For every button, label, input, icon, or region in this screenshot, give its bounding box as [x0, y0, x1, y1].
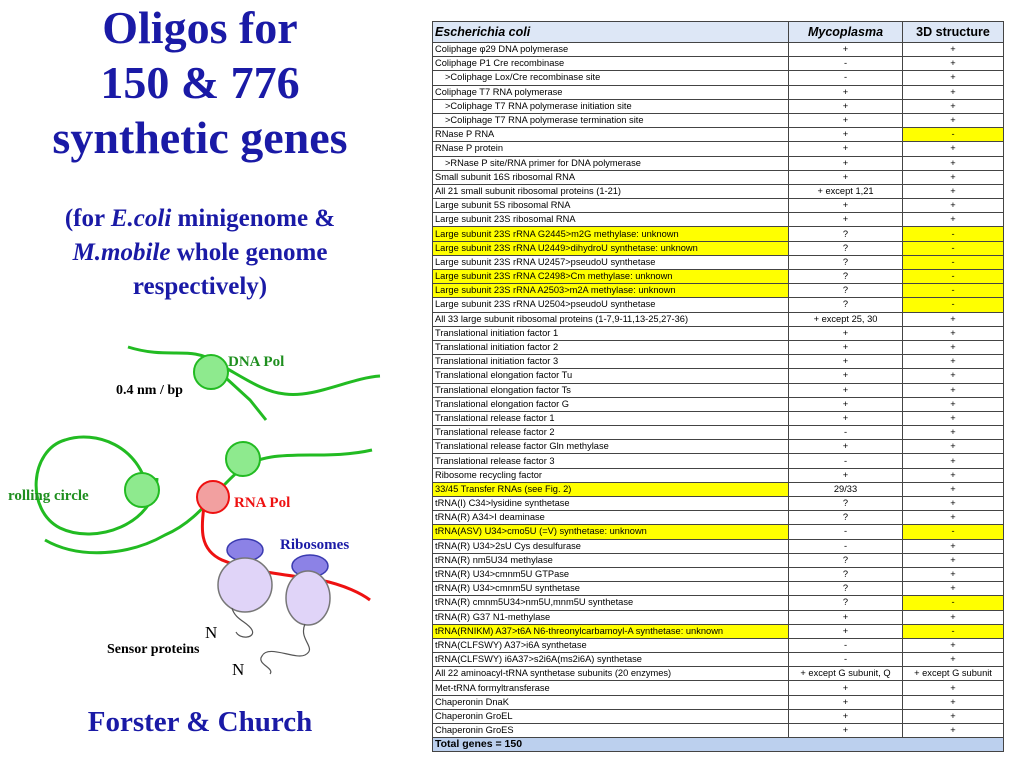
- table-row: [433, 113, 1004, 127]
- gene-name-cell: >Coliphage T7 RNA polymerase initiation site: [433, 99, 789, 113]
- mycoplasma-cell: -: [789, 426, 903, 440]
- mycoplasma-cell: +: [789, 383, 903, 397]
- mycoplasma-cell: -: [789, 71, 903, 85]
- structure-cell: +: [903, 326, 1004, 340]
- gene-table: [432, 21, 1004, 752]
- table-row: [433, 255, 1004, 269]
- structure-cell: +: [903, 653, 1004, 667]
- structure-cell: +: [903, 681, 1004, 695]
- gene-name-cell: Large subunit 23S rRNA U2457>pseudoU synthetase: [433, 255, 789, 269]
- table-row: [433, 624, 1004, 638]
- mycoplasma-cell: +: [789, 85, 903, 99]
- gene-name-cell: All 22 aminoacyl-tRNA synthetase subunits (20 enzymes): [433, 667, 789, 681]
- structure-cell: -: [903, 624, 1004, 638]
- structure-cell: -: [903, 270, 1004, 284]
- table-row: [433, 270, 1004, 284]
- table-row: [433, 482, 1004, 496]
- table-row: [433, 383, 1004, 397]
- mycoplasma-cell: ?: [789, 582, 903, 596]
- table-row: [433, 411, 1004, 425]
- dna-pol-circle-2: [226, 442, 260, 476]
- structure-cell: +: [903, 426, 1004, 440]
- structure-cell: -: [903, 255, 1004, 269]
- table-row: [433, 213, 1004, 227]
- table-body: [433, 43, 1004, 738]
- structure-cell: +: [903, 383, 1004, 397]
- mycoplasma-cell: ?: [789, 227, 903, 241]
- structure-cell: + except G subunit: [903, 667, 1004, 681]
- gene-name-cell: Translational elongation factor G: [433, 397, 789, 411]
- mycoplasma-cell: +: [789, 128, 903, 142]
- mycoplasma-cell: +: [789, 369, 903, 383]
- mycoplasma-cell: ?: [789, 255, 903, 269]
- mycoplasma-cell: +: [789, 411, 903, 425]
- subtitle-post: whole genome: [170, 239, 328, 266]
- sensor-protein-chain-2: [261, 624, 310, 674]
- gene-name-cell: Translational release factor 1: [433, 411, 789, 425]
- mycoplasma-cell: -: [789, 638, 903, 652]
- total-genes: Total genes = 150: [433, 738, 1004, 752]
- page-title: [0, 0, 400, 165]
- mycoplasma-cell: -: [789, 454, 903, 468]
- structure-cell: +: [903, 85, 1004, 99]
- subtitle-mid: minigenome &: [171, 205, 336, 232]
- structure-cell: +: [903, 724, 1004, 738]
- mycoplasma-cell: +: [789, 610, 903, 624]
- mycoplasma-cell: ?: [789, 270, 903, 284]
- gene-name-cell: tRNA(RNIKM) A37>t6A N6-threonylcarbamoyl-A synthetase: unknown: [433, 624, 789, 638]
- structure-cell: -: [903, 525, 1004, 539]
- structure-cell: -: [903, 128, 1004, 142]
- total-row: [433, 738, 1004, 752]
- gene-name-cell: Translational release factor 3: [433, 454, 789, 468]
- table-row: [433, 610, 1004, 624]
- structure-cell: +: [903, 113, 1004, 127]
- title-line-1: Oligos for: [102, 2, 298, 53]
- gene-name-cell: Large subunit 5S ribosomal RNA: [433, 199, 789, 213]
- header-mycoplasma: Mycoplasma: [789, 22, 903, 43]
- table-row: [433, 326, 1004, 340]
- structure-cell: +: [903, 57, 1004, 71]
- table-row: [433, 184, 1004, 198]
- mycoplasma-cell: ?: [789, 284, 903, 298]
- gene-name-cell: 33/45 Transfer RNAs (see Fig. 2): [433, 482, 789, 496]
- structure-cell: -: [903, 298, 1004, 312]
- mycoplasma-cell: ?: [789, 298, 903, 312]
- rna-pol-circle: [197, 481, 229, 513]
- left-panel: [0, 0, 400, 768]
- table-row: [433, 539, 1004, 553]
- gene-name-cell: >RNase P site/RNA primer for DNA polymerase: [433, 156, 789, 170]
- mycoplasma-cell: +: [789, 397, 903, 411]
- table-row: [433, 638, 1004, 652]
- mycoplasma-cell: +: [789, 99, 903, 113]
- structure-cell: +: [903, 440, 1004, 454]
- subtitle-mmobile: M.mobile: [72, 239, 171, 266]
- structure-cell: +: [903, 355, 1004, 369]
- structure-cell: +: [903, 312, 1004, 326]
- structure-cell: +: [903, 142, 1004, 156]
- synthesis-diagram: [0, 335, 400, 695]
- structure-cell: +: [903, 497, 1004, 511]
- gene-name-cell: Coliphage T7 RNA polymerase: [433, 85, 789, 99]
- structure-cell: +: [903, 411, 1004, 425]
- structure-cell: +: [903, 695, 1004, 709]
- table-row: [433, 298, 1004, 312]
- table-row: [433, 454, 1004, 468]
- gene-name-cell: Met-tRNA formyltransferase: [433, 681, 789, 695]
- structure-cell: +: [903, 397, 1004, 411]
- structure-cell: +: [903, 170, 1004, 184]
- gene-name-cell: All 33 large subunit ribosomal proteins (1-7,9-11,13-25,27-36): [433, 312, 789, 326]
- mycoplasma-cell: -: [789, 57, 903, 71]
- structure-cell: +: [903, 638, 1004, 652]
- mycoplasma-cell: +: [789, 142, 903, 156]
- n-terminus-label-1: N: [205, 623, 218, 642]
- rna-pol-label: RNA Pol: [234, 495, 291, 511]
- mycoplasma-cell: +: [789, 199, 903, 213]
- mycoplasma-cell: +: [789, 113, 903, 127]
- gene-name-cell: Large subunit 23S rRNA U2504>pseudoU synthetase: [433, 298, 789, 312]
- dna-pol-circle: [194, 355, 228, 389]
- mycoplasma-cell: -: [789, 539, 903, 553]
- table-row: [433, 312, 1004, 326]
- mycoplasma-cell: +: [789, 724, 903, 738]
- title-line-3: synthetic genes: [52, 112, 348, 163]
- gene-name-cell: RNase P protein: [433, 142, 789, 156]
- table-row: [433, 170, 1004, 184]
- table-row: [433, 397, 1004, 411]
- gene-name-cell: tRNA(R) cmnm5U34>nm5U,mnm5U synthetase: [433, 596, 789, 610]
- gene-name-cell: tRNA(I) C34>lysidine synthetase: [433, 497, 789, 511]
- gene-name-cell: All 21 small subunit ribosomal proteins (1-21): [433, 184, 789, 198]
- table-header-row: [433, 22, 1004, 43]
- mycoplasma-cell: +: [789, 43, 903, 57]
- rolling-circle-label: rolling circle: [8, 488, 89, 504]
- mycoplasma-cell: +: [789, 170, 903, 184]
- table-row: [433, 667, 1004, 681]
- table-row: [433, 199, 1004, 213]
- structure-cell: +: [903, 99, 1004, 113]
- structure-cell: +: [903, 156, 1004, 170]
- gene-name-cell: Large subunit 23S ribosomal RNA: [433, 213, 789, 227]
- mycoplasma-cell: ?: [789, 553, 903, 567]
- structure-cell: +: [903, 539, 1004, 553]
- mycoplasma-cell: +: [789, 213, 903, 227]
- table-row: [433, 241, 1004, 255]
- gene-name-cell: Large subunit 23S rRNA A2503>m2A methylase: unknown: [433, 284, 789, 298]
- dna-pol-label: DNA Pol: [228, 354, 285, 370]
- page-subtitle: [0, 202, 400, 304]
- mycoplasma-cell: + except G subunit, Q: [789, 667, 903, 681]
- structure-cell: +: [903, 511, 1004, 525]
- gene-name-cell: Small subunit 16S ribosomal RNA: [433, 170, 789, 184]
- table-row: [433, 468, 1004, 482]
- mycoplasma-cell: 29/33: [789, 482, 903, 496]
- gene-name-cell: tRNA(R) U34>2sU Cys desulfurase: [433, 539, 789, 553]
- ribosome-large-2: [286, 571, 330, 625]
- table-row: [433, 340, 1004, 354]
- table-row: [433, 724, 1004, 738]
- table-row: [433, 85, 1004, 99]
- header-3d-structure: 3D structure: [903, 22, 1004, 43]
- table-row: [433, 553, 1004, 567]
- gene-name-cell: tRNA(CLFSWY) i6A37>s2i6A(ms2i6A) synthetase: [433, 653, 789, 667]
- gene-name-cell: tRNA(R) G37 N1-methylase: [433, 610, 789, 624]
- gene-name-cell: Large subunit 23S rRNA C2498>Cm methylase: unknown: [433, 270, 789, 284]
- table-row: [433, 156, 1004, 170]
- table-row: [433, 426, 1004, 440]
- ribosome-large-1: [218, 558, 272, 612]
- gene-name-cell: Ribosome recycling factor: [433, 468, 789, 482]
- title-line-2: 150 & 776: [100, 57, 300, 108]
- table-row: [433, 709, 1004, 723]
- structure-cell: +: [903, 567, 1004, 581]
- mycoplasma-cell: -: [789, 525, 903, 539]
- structure-cell: +: [903, 43, 1004, 57]
- table-row: [433, 582, 1004, 596]
- table-row: [433, 369, 1004, 383]
- mycoplasma-cell: +: [789, 326, 903, 340]
- gene-name-cell: Chaperonin DnaK: [433, 695, 789, 709]
- mycoplasma-cell: ?: [789, 596, 903, 610]
- gene-name-cell: Chaperonin GroEL: [433, 709, 789, 723]
- mycoplasma-cell: ?: [789, 511, 903, 525]
- mycoplasma-cell: +: [789, 695, 903, 709]
- structure-cell: +: [903, 340, 1004, 354]
- structure-cell: -: [903, 284, 1004, 298]
- gene-name-cell: Translational release factor Gln methylase: [433, 440, 789, 454]
- table-row: [433, 653, 1004, 667]
- mycoplasma-cell: +: [789, 340, 903, 354]
- mycoplasma-cell: +: [789, 156, 903, 170]
- mycoplasma-cell: ?: [789, 497, 903, 511]
- structure-cell: +: [903, 553, 1004, 567]
- table-row: [433, 142, 1004, 156]
- structure-cell: +: [903, 709, 1004, 723]
- subtitle-ecoli: E.coli: [110, 205, 172, 232]
- gene-name-cell: Translational initiation factor 2: [433, 340, 789, 354]
- gene-name-cell: tRNA(ASV) U34>cmo5U (=V) synthetase: unknown: [433, 525, 789, 539]
- mycoplasma-cell: +: [789, 709, 903, 723]
- structure-cell: +: [903, 213, 1004, 227]
- sensor-proteins-label: Sensor proteins: [107, 642, 200, 657]
- gene-name-cell: tRNA(R) nm5U34 methylase: [433, 553, 789, 567]
- gene-name-cell: tRNA(R) U34>cmnm5U synthetase: [433, 582, 789, 596]
- gene-name-cell: RNase P RNA: [433, 128, 789, 142]
- mycoplasma-cell: ?: [789, 567, 903, 581]
- gene-name-cell: Translational initiation factor 3: [433, 355, 789, 369]
- gene-name-cell: Translational initiation factor 1: [433, 326, 789, 340]
- structure-cell: +: [903, 369, 1004, 383]
- structure-cell: +: [903, 199, 1004, 213]
- table-row: [433, 525, 1004, 539]
- mycoplasma-cell: +: [789, 681, 903, 695]
- structure-cell: +: [903, 454, 1004, 468]
- gene-name-cell: tRNA(R) U34>cmnm5U GTPase: [433, 567, 789, 581]
- table-row: [433, 57, 1004, 71]
- table-row: [433, 284, 1004, 298]
- mycoplasma-cell: +: [789, 468, 903, 482]
- n-terminus-label-2: N: [232, 660, 245, 679]
- mycoplasma-cell: +: [789, 624, 903, 638]
- table-row: [433, 596, 1004, 610]
- structure-cell: +: [903, 482, 1004, 496]
- table-row: [433, 128, 1004, 142]
- mycoplasma-cell: +: [789, 355, 903, 369]
- mycoplasma-cell: +: [789, 440, 903, 454]
- header-ecoli: Escherichia coli: [433, 22, 789, 43]
- gene-table-container: [432, 21, 1003, 752]
- gene-name-cell: Chaperonin GroES: [433, 724, 789, 738]
- structure-cell: +: [903, 71, 1004, 85]
- gene-name-cell: Coliphage φ29 DNA polymerase: [433, 43, 789, 57]
- gene-name-cell: >Coliphage T7 RNA polymerase termination site: [433, 113, 789, 127]
- credit: Forster & Church: [87, 706, 313, 738]
- structure-cell: +: [903, 610, 1004, 624]
- structure-cell: +: [903, 184, 1004, 198]
- mycoplasma-cell: -: [789, 653, 903, 667]
- table-row: [433, 497, 1004, 511]
- gene-name-cell: tRNA(CLFSWY) A37>i6A synthetase: [433, 638, 789, 652]
- gene-name-cell: Large subunit 23S rRNA G2445>m2G methylase: unknown: [433, 227, 789, 241]
- structure-cell: -: [903, 227, 1004, 241]
- table-row: [433, 681, 1004, 695]
- scale-label: 0.4 nm / bp: [116, 383, 183, 398]
- gene-name-cell: Large subunit 23S rRNA U2449>dihydroU synthetase: unknown: [433, 241, 789, 255]
- structure-cell: -: [903, 241, 1004, 255]
- table-row: [433, 355, 1004, 369]
- gene-name-cell: Translational elongation factor Tu: [433, 369, 789, 383]
- table-row: [433, 227, 1004, 241]
- gene-name-cell: Translational elongation factor Ts: [433, 383, 789, 397]
- table-row: [433, 511, 1004, 525]
- table-row: [433, 99, 1004, 113]
- mycoplasma-cell: ?: [789, 241, 903, 255]
- ribosomes-label: Ribosomes: [280, 537, 350, 553]
- table-row: [433, 43, 1004, 57]
- mycoplasma-cell: + except 25, 30: [789, 312, 903, 326]
- subtitle-last: respectively): [132, 273, 268, 300]
- structure-cell: +: [903, 468, 1004, 482]
- gene-name-cell: tRNA(R) A34>I deaminase: [433, 511, 789, 525]
- gene-name-cell: Coliphage P1 Cre recombinase: [433, 57, 789, 71]
- mycoplasma-cell: + except 1,21: [789, 184, 903, 198]
- gene-name-cell: >Coliphage Lox/Cre recombinase site: [433, 71, 789, 85]
- table-row: [433, 567, 1004, 581]
- rolling-circle-enzyme: [125, 473, 159, 507]
- subtitle-pre: (for: [64, 205, 111, 232]
- gene-name-cell: Translational release factor 2: [433, 426, 789, 440]
- structure-cell: -: [903, 596, 1004, 610]
- table-row: [433, 440, 1004, 454]
- table-row: [433, 71, 1004, 85]
- structure-cell: +: [903, 582, 1004, 596]
- table-row: [433, 695, 1004, 709]
